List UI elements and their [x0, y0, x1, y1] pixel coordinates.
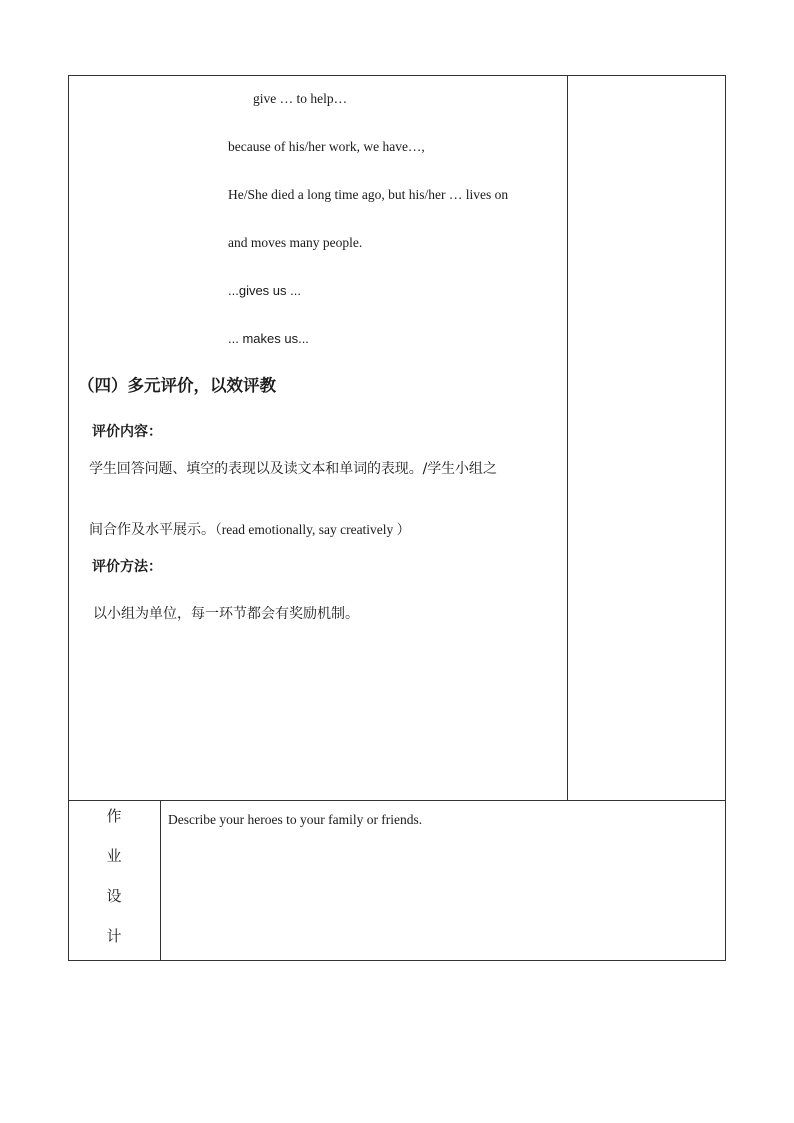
eval-method-text: 以小组为单位，每一环节都会有奖励机制。 [93, 606, 359, 622]
table-top-border [68, 75, 726, 76]
eval-content-label: 评价内容： [92, 424, 162, 440]
eval-content-line2-cn: 间合作及水平展示。 [89, 522, 215, 538]
homework-label-char-3: 设 [106, 887, 122, 905]
row-divider [68, 800, 726, 801]
sentence-frame-5: ...gives us ... [228, 283, 301, 298]
eval-method-label: 评价方法： [92, 559, 162, 575]
homework-label-char-2: 业 [106, 847, 122, 865]
homework-label-char-4: 计 [106, 927, 122, 945]
sentence-frame-2: because of his/her work, we have…, [228, 139, 425, 154]
sentence-frame-1: give … to help… [253, 91, 348, 106]
sentence-frame-4: and moves many people. [228, 235, 363, 250]
eval-content-line1: 学生回答问题、填空的表现以及读文本和单词的表现。/学生小组之 [89, 461, 497, 477]
homework-label-char-1: 作 [106, 807, 122, 825]
homework-content: Describe your heroes to your family or friends. [168, 812, 423, 827]
table-left-border [68, 75, 69, 961]
table-bottom-border [68, 960, 726, 961]
sentence-frame-6: ... makes us... [228, 331, 309, 346]
eval-content-line2 [89, 521, 410, 540]
table-right-border [725, 75, 726, 961]
eval-content-line2-en: （read emotionally, say creatively ） [215, 522, 411, 537]
homework-label-divider [160, 800, 161, 960]
section-title: （四）多元评价，以效评教 [78, 376, 276, 395]
sentence-frame-3: He/She died a long time ago, but his/her … lives on [228, 187, 509, 202]
upper-column-divider [567, 75, 568, 800]
